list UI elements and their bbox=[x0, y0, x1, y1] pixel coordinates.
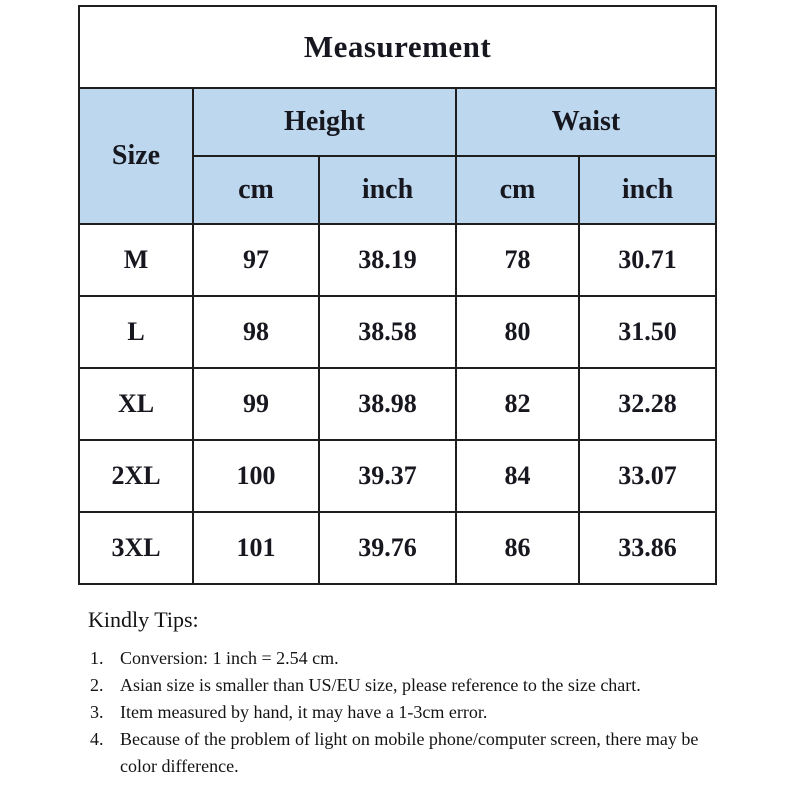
height-cm-cell: 101 bbox=[193, 512, 319, 584]
waist-inch-cell: 33.86 bbox=[579, 512, 716, 584]
waist-inch-cell: 32.28 bbox=[579, 368, 716, 440]
size-chart-page bbox=[0, 5, 800, 800]
unit-header-waist-cm: cm bbox=[456, 156, 579, 224]
size-cell: 3XL bbox=[79, 512, 193, 584]
tip-item-3: Item measured by hand, it may have a 1-3cm error. bbox=[120, 702, 488, 722]
size-cell: L bbox=[79, 296, 193, 368]
height-inch-cell: 38.58 bbox=[319, 296, 456, 368]
height-inch-cell: 38.19 bbox=[319, 224, 456, 296]
table-row-l bbox=[79, 296, 716, 368]
tip-item-2: Asian size is smaller than US/EU size, please reference to the size chart. bbox=[120, 675, 641, 695]
size-cell: XL bbox=[79, 368, 193, 440]
unit-header-waist-inch: inch bbox=[579, 156, 716, 224]
height-cm-cell: 100 bbox=[193, 440, 319, 512]
waist-cm-cell: 84 bbox=[456, 440, 579, 512]
tip-item-1: Conversion: 1 inch = 2.54 cm. bbox=[120, 648, 339, 668]
waist-inch-cell: 30.71 bbox=[579, 224, 716, 296]
height-inch-cell: 39.37 bbox=[319, 440, 456, 512]
height-cm-cell: 98 bbox=[193, 296, 319, 368]
title-row bbox=[79, 6, 716, 88]
table-row-m bbox=[79, 224, 716, 296]
height-inch-cell: 38.98 bbox=[319, 368, 456, 440]
height-cm-cell: 99 bbox=[193, 368, 319, 440]
waist-cm-cell: 78 bbox=[456, 224, 579, 296]
waist-cm-cell: 80 bbox=[456, 296, 579, 368]
table-row-2xl bbox=[79, 440, 716, 512]
tips-heading: Kindly Tips: bbox=[88, 607, 199, 632]
waist-inch-cell: 33.07 bbox=[579, 440, 716, 512]
table-title: Measurement bbox=[79, 6, 716, 88]
unit-header-height-inch: inch bbox=[319, 156, 456, 224]
size-cell: 2XL bbox=[79, 440, 193, 512]
table-row-xl bbox=[79, 368, 716, 440]
col-header-waist: Waist bbox=[456, 88, 716, 156]
measurement-table bbox=[78, 5, 717, 585]
height-inch-cell: 39.76 bbox=[319, 512, 456, 584]
unit-header-height-cm: cm bbox=[193, 156, 319, 224]
tips-section bbox=[88, 607, 800, 780]
col-header-size: Size bbox=[79, 88, 193, 224]
table-row-3xl bbox=[79, 512, 716, 584]
col-header-height: Height bbox=[193, 88, 456, 156]
waist-cm-cell: 82 bbox=[456, 368, 579, 440]
size-cell: M bbox=[79, 224, 193, 296]
tips-list bbox=[88, 645, 720, 780]
header-row bbox=[79, 88, 716, 156]
waist-inch-cell: 31.50 bbox=[579, 296, 716, 368]
tip-item-4: Because of the problem of light on mobile phone/computer screen, there may be color difference. bbox=[120, 729, 699, 776]
waist-cm-cell: 86 bbox=[456, 512, 579, 584]
height-cm-cell: 97 bbox=[193, 224, 319, 296]
